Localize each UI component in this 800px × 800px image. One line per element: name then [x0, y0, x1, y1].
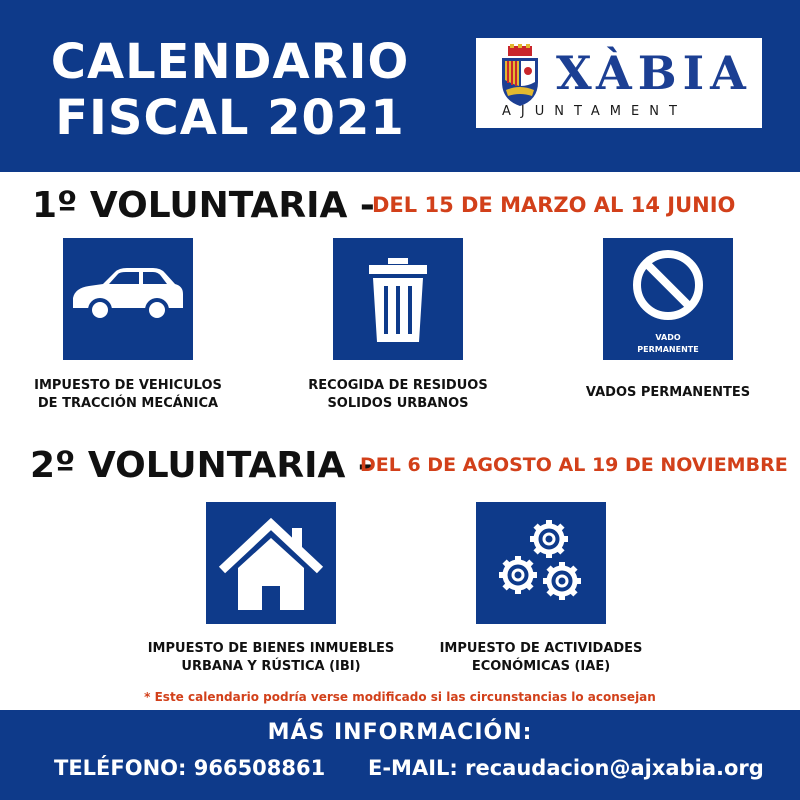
period-1-title: 1º VOLUNTARIA -	[32, 185, 375, 226]
caption-line: RECOGIDA DE RESIDUOS	[308, 378, 488, 393]
caption-line: SOLIDOS URBANOS	[327, 396, 469, 411]
trash-can-icon	[333, 238, 463, 360]
permanent-driveway-caption	[548, 384, 788, 402]
tile-label-line-2: PERMANENTE	[637, 345, 699, 354]
period-2-title: 2º VOLUNTARIA -	[30, 445, 373, 486]
caption-line: IMPUESTO DE VEHICULOS	[34, 378, 222, 393]
vehicle-tax-tile	[63, 238, 193, 360]
vehicle-tax-caption	[8, 377, 248, 413]
xabia-logo	[476, 38, 762, 128]
footer-title: MÁS INFORMACIÓN:	[267, 720, 533, 745]
header-banner	[0, 0, 800, 172]
logo-wordmark: XÀBIA	[556, 46, 752, 100]
economic-activity-tax-tile	[476, 502, 606, 624]
waste-collection-tile	[333, 238, 463, 360]
permanent-driveway-tile	[603, 238, 733, 360]
car-icon	[63, 238, 193, 360]
contact-phone[interactable]: TELÉFONO: 966508861	[54, 756, 326, 780]
economic-activity-tax-caption	[401, 640, 681, 676]
page-title-line-1: CALENDARIO	[50, 34, 410, 90]
logo-subtitle: AJUNTAMENT	[502, 104, 687, 119]
property-tax-caption	[131, 640, 411, 676]
caption-line: VADOS PERMANENTES	[585, 385, 751, 400]
caption-line: IMPUESTO DE ACTIVIDADES	[439, 641, 643, 656]
contact-email[interactable]: E-MAIL: recaudacion@ajxabia.org	[368, 756, 764, 780]
coat-of-arms-icon	[498, 44, 542, 108]
property-tax-tile	[206, 502, 336, 624]
footer-banner	[0, 710, 800, 800]
waste-collection-caption	[278, 377, 518, 413]
gears-icon	[476, 502, 606, 624]
period-1-dates: DEL 15 DE MARZO AL 14 JUNIO	[372, 193, 736, 217]
page-title-line-2: FISCAL 2021	[55, 90, 405, 146]
caption-line: ECONÓMICAS (IAE)	[471, 659, 611, 674]
caption-line: DE TRACCIÓN MECÁNICA	[37, 396, 219, 411]
period-2-dates: DEL 6 DE AGOSTO AL 19 DE NOVIEMBRE	[360, 454, 788, 476]
tile-label-line-1: VADO	[655, 333, 681, 342]
house-icon	[206, 502, 336, 624]
caption-line: IMPUESTO DE BIENES INMUEBLES	[147, 641, 395, 656]
caption-line: URBANA Y RÚSTICA (IBI)	[181, 659, 361, 674]
disclaimer-note: * Este calendario podría verse modificado si las circunstancias lo aconsejan	[144, 690, 656, 704]
